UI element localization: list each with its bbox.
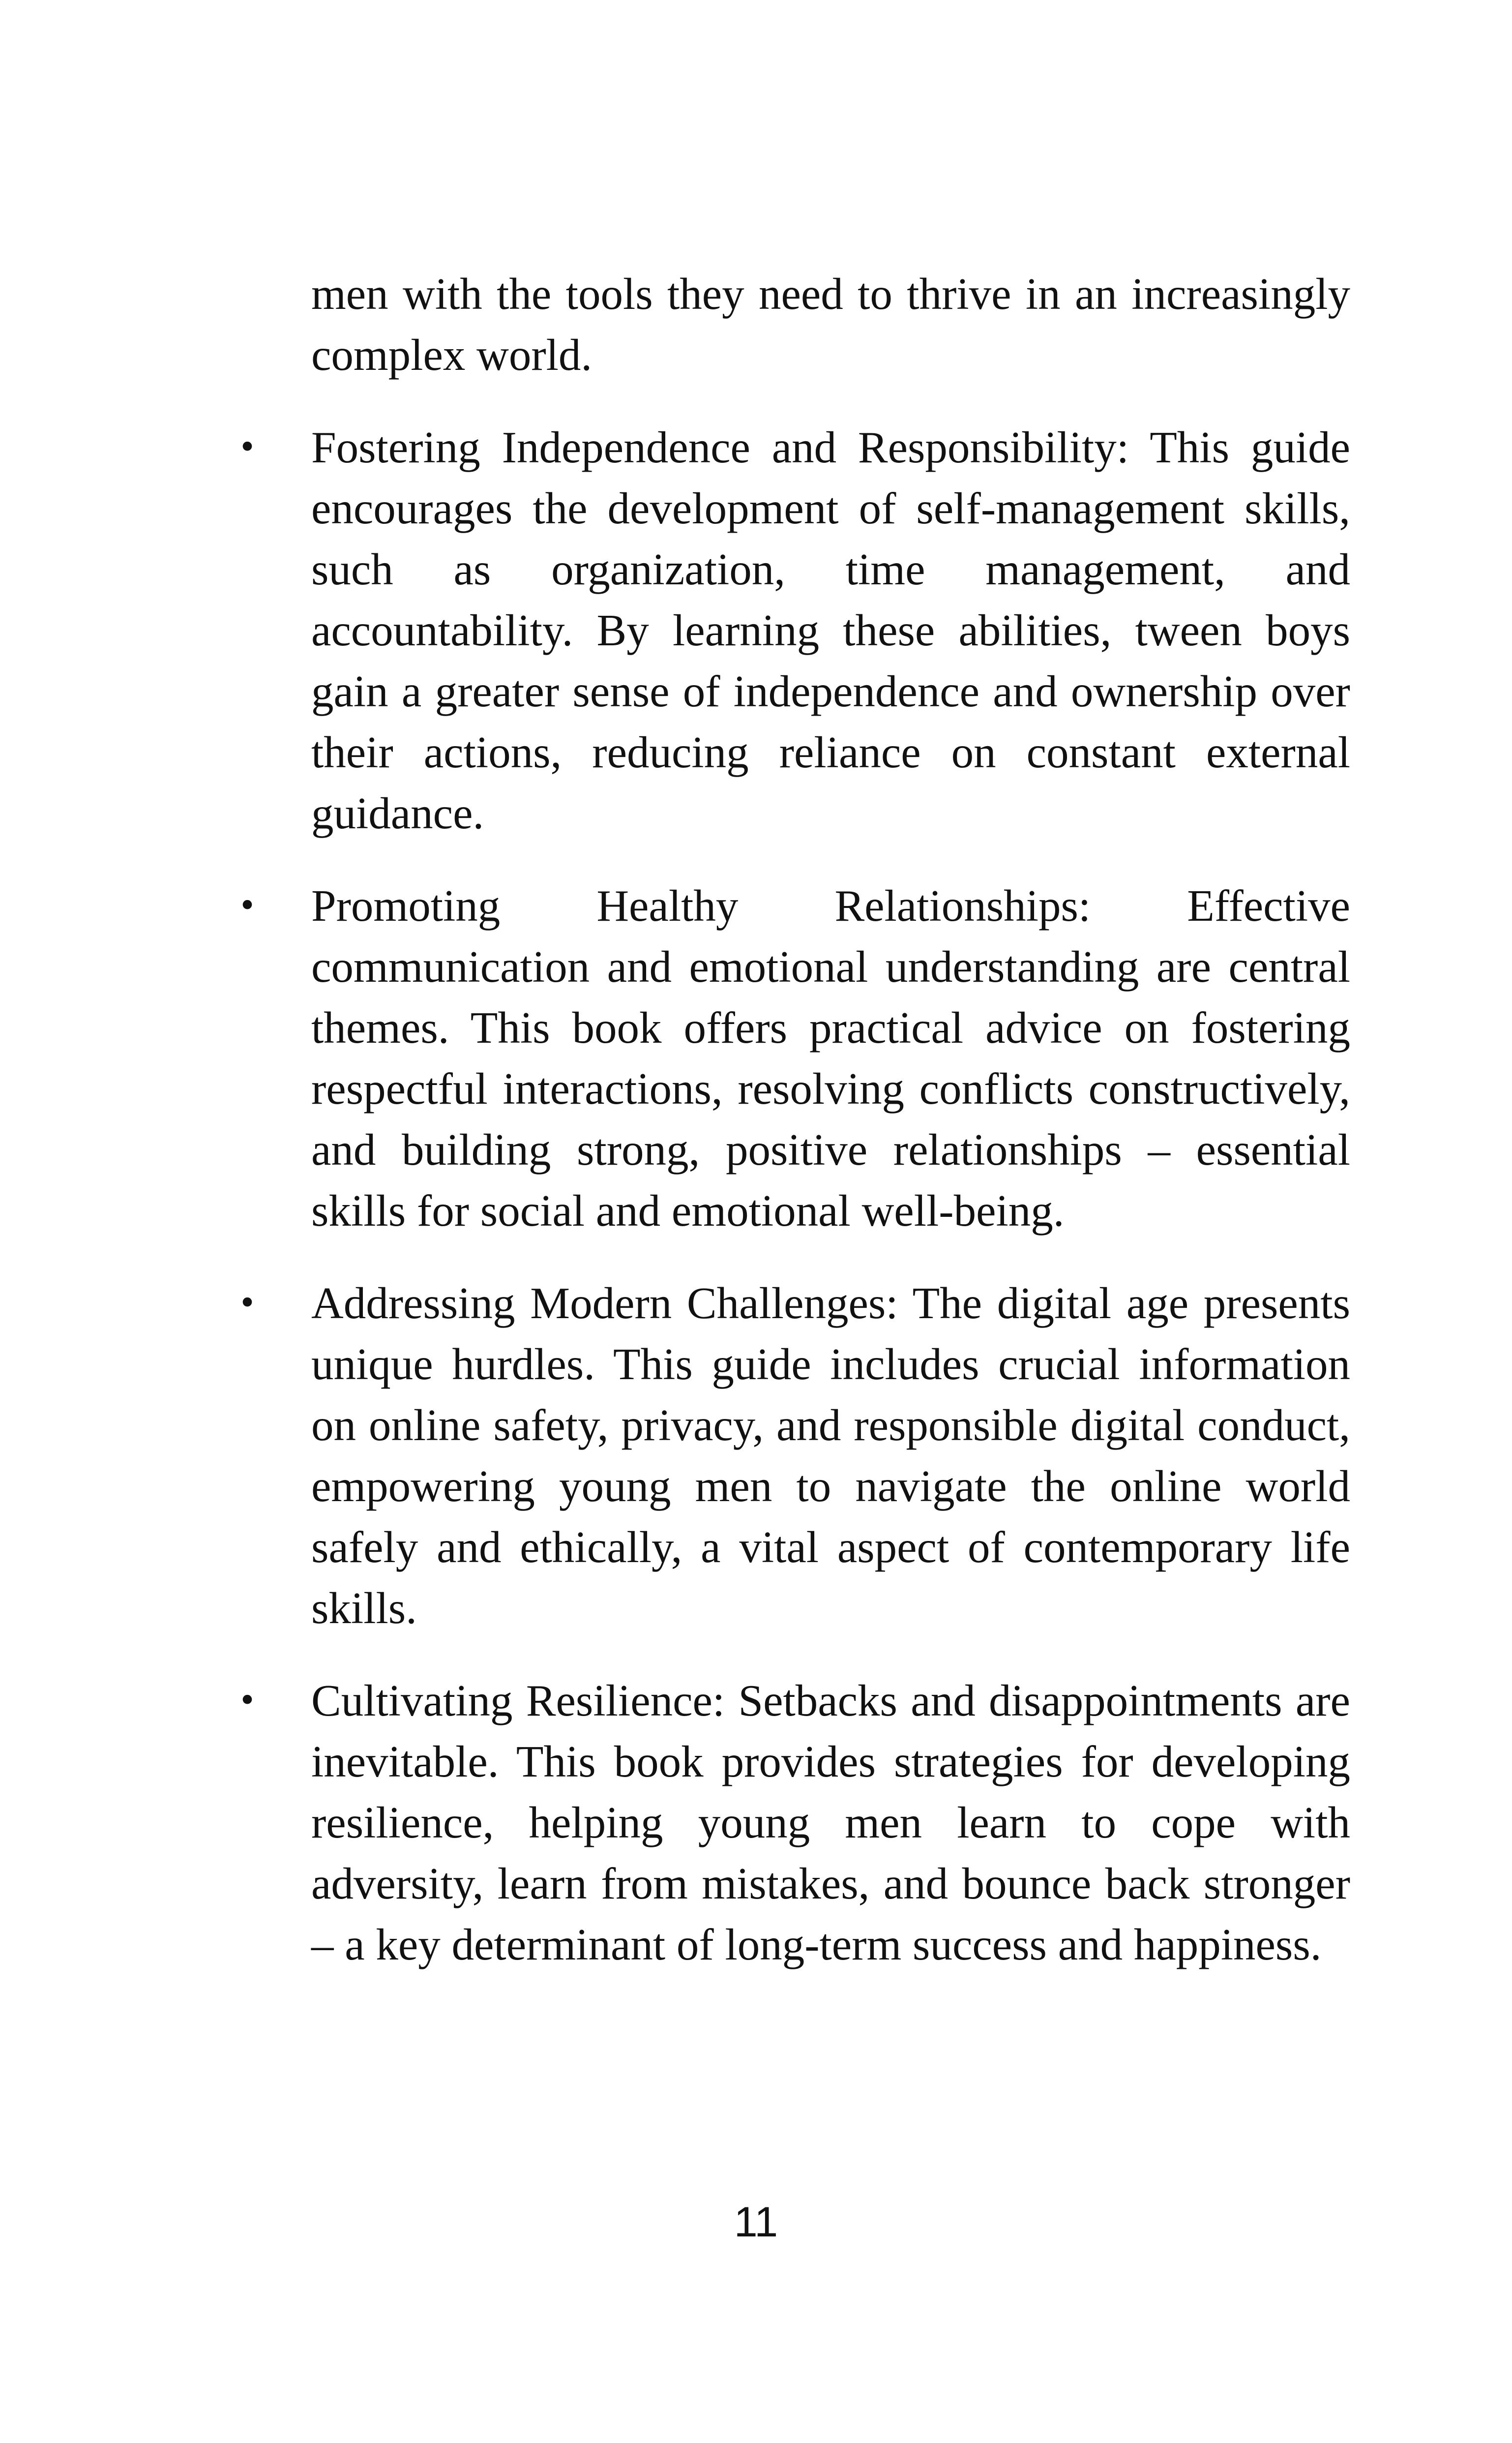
bullet-text: Promoting Healthy Relationships: Effective communication and emotional understanding are central themes. This book offers practical advice on fostering respectful interactions, resolving conflicts constructively, and building strong, positive relationships – essential skills for social and emotional well-being. xyxy=(311,881,1350,1236)
bullet-item-resilience xyxy=(238,1670,1350,1975)
bullet-icon: • xyxy=(238,888,257,924)
bullet-text: Addressing Modern Challenges: The digital age presents unique hurdles. This guide includes crucial information on online safety, privacy, and responsible digital conduct, empowering young men to navigate the online world safely and ethically, a vital aspect of contemporary life skills. xyxy=(311,1278,1350,1633)
body-text xyxy=(238,264,1350,1975)
bullet-item-independence xyxy=(238,417,1350,844)
bullet-icon: • xyxy=(238,429,257,466)
bullet-icon: • xyxy=(238,1683,257,1719)
bullet-icon: • xyxy=(238,1285,257,1322)
bullet-item-relationships xyxy=(238,875,1350,1241)
bullet-item-modern-challenges xyxy=(238,1273,1350,1639)
page-number: 11 xyxy=(734,2199,778,2246)
bullet-text: Fostering Independence and Responsibility: This guide encourages the development of self-management skills, such as organization, time management, and accountability. By learning these abilities, tween boys gain a greater sense of independence and ownership over their actions, reducing reliance on constant external guidance. xyxy=(311,422,1350,838)
bullet-list xyxy=(238,417,1350,1975)
bullet-text: Cultivating Resilience: Setbacks and disappointments are inevitable. This book provides strategies for developing resilience, helping young men learn to cope with adversity, learn from mistakes, and bounce back stronger – a key determinant of long-term success and happiness. xyxy=(311,1676,1350,1969)
continuation-paragraph: men with the tools they need to thrive in an increasingly complex world. xyxy=(311,269,1350,380)
